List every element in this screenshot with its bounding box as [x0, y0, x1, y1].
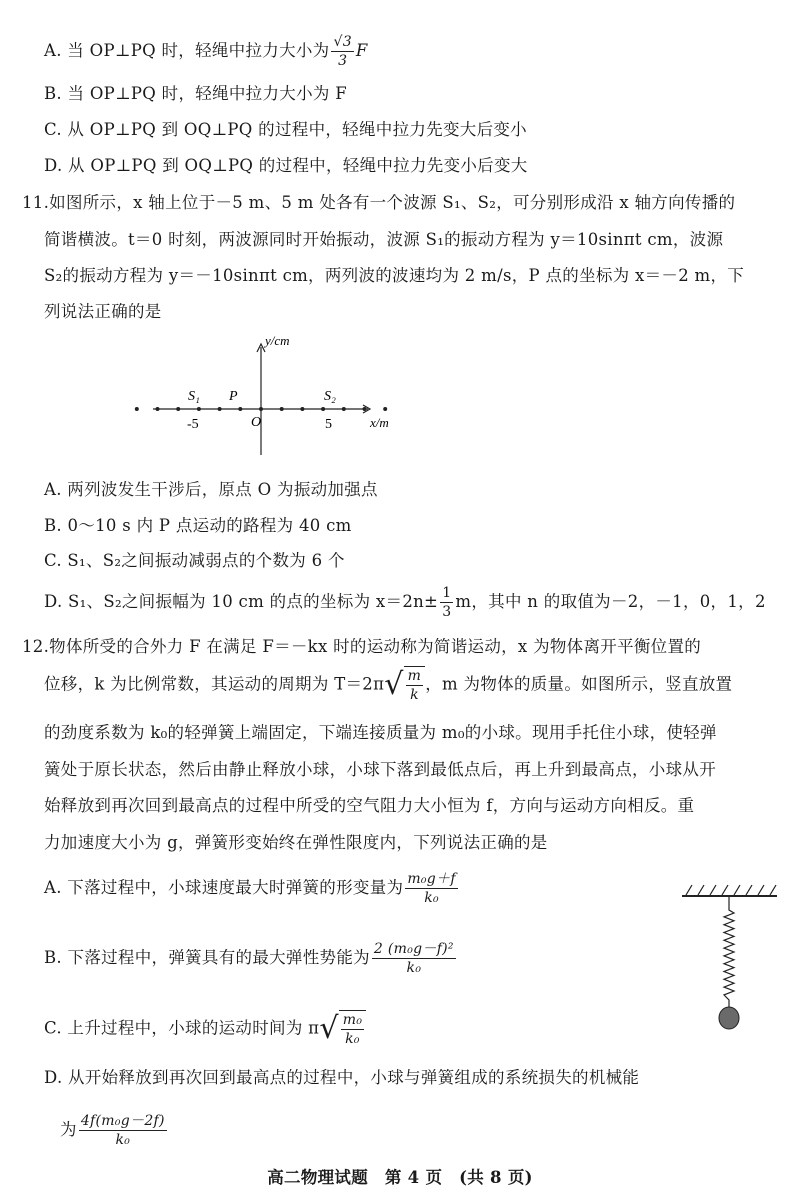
- page-footer: 高二物理试题 第 4 页 (共 8 页): [267, 1168, 533, 1187]
- option-text: D. S₁、S₂之间振幅为 10 cm 的点的坐标为 x＝2n±: [44, 592, 439, 611]
- q12-stem-line: 的劲度系数为 k₀的轻弹簧上端固定，下端连接质量为 m₀的小球。现用手托住小球，使轻弹: [44, 723, 717, 742]
- s1-label: S₁: [188, 389, 200, 404]
- axis-point: [156, 407, 160, 411]
- q12-stem-line: 12.物体所受的合外力 F 在满足 F＝－kx 时的运动称为简谐运动，x 为物体离开平衡位置的: [22, 637, 702, 656]
- option-text: A. 当 OP⊥PQ 时，轻绳中拉力大小为: [44, 41, 330, 60]
- denominator: 3: [442, 604, 452, 620]
- q11-stem-line: S₂的振动方程为 y＝－10sinπt cm，两列波的波速均为 2 m/s，P 点的坐标为 x＝－2 m，下: [44, 266, 745, 285]
- option-text: 为: [60, 1120, 77, 1139]
- axis-point: [259, 407, 263, 411]
- option-text: C. 上升过程中，小球的运动时间为 π: [44, 1018, 320, 1038]
- ceiling-hatch: [686, 885, 776, 895]
- axis-point: [300, 407, 304, 411]
- numerator: 4f(m₀g－2f): [80, 1113, 165, 1129]
- q10-option-a: [44, 33, 368, 70]
- option-text: A. 下落过程中，小球速度最大时弹簧的形变量为: [44, 878, 404, 897]
- wave-axis-figure: [0, 330, 800, 460]
- axis-point: [342, 407, 346, 411]
- q12-option-c: [44, 1010, 366, 1048]
- q11-option-b: B. 0～10 s 内 P 点运动的路程为 40 cm: [44, 516, 352, 535]
- fraction: [372, 940, 456, 977]
- numerator: m₀: [342, 1012, 363, 1028]
- tick-label-neg5: -5: [187, 417, 199, 432]
- q10-option-b: B. 当 OP⊥PQ 时，轻绳中拉力大小为 F: [44, 84, 347, 103]
- denominator: k₀: [424, 890, 439, 906]
- radical-sign-icon: √: [384, 667, 404, 702]
- denominator: k₀: [345, 1031, 360, 1047]
- fraction: [406, 667, 424, 704]
- axis-point: [218, 407, 222, 411]
- axis-point: [280, 407, 284, 411]
- spring-ball-figure: [672, 880, 782, 1050]
- q11-stem-line: 11.如图所示，x 轴上位于－5 m、5 m 处各有一个波源 S₁、S₂，可分别形成沿 x 轴方向传播的: [22, 193, 736, 212]
- tick-label-5: 5: [325, 417, 332, 432]
- denominator: k: [410, 687, 419, 703]
- fraction: [331, 33, 353, 70]
- fraction: [440, 584, 453, 621]
- q12-stem-line: 力加速度大小为 g，弹簧形变始终在弹性限度内，下列说法正确的是: [44, 833, 548, 852]
- axis-point: [135, 407, 139, 411]
- square-root: [319, 1010, 366, 1048]
- q11-stem-line: 简谐横波。t＝0 时刻，两波源同时开始振动，波源 S₁的振动方程为 y＝10sinπt cm，波源: [44, 230, 724, 249]
- radical-sign-icon: √: [319, 1011, 339, 1046]
- spring: [724, 896, 734, 1007]
- denominator: k₀: [115, 1132, 131, 1148]
- numerator: 1: [442, 585, 452, 601]
- option-text-tail: F: [355, 41, 368, 60]
- q11-option-d: [44, 584, 766, 621]
- q12-stem-line: 始释放到再次回到最高点的过程中所受的空气阻力大小恒为 f，方向与运动方向相反。重: [44, 796, 695, 815]
- q11-stem-line: 列说法正确的是: [44, 302, 162, 321]
- ball: [719, 1007, 739, 1029]
- fraction: [79, 1112, 167, 1149]
- q12-option-d: D. 从开始释放到再次回到最高点的过程中，小球与弹簧组成的系统损失的机械能: [44, 1068, 640, 1087]
- q12-option-b: [44, 940, 458, 977]
- option-text-tail: m，其中 n 的取值为－2，－1，0，1，2: [455, 592, 766, 611]
- option-text: B. 下落过程中，弹簧具有的最大弹性势能为: [44, 948, 370, 967]
- y-axis-label: y/cm: [265, 333, 290, 348]
- s2-label: S₂: [324, 389, 336, 404]
- p-label: P: [229, 389, 238, 404]
- q10-option-d: D. 从 OP⊥PQ 到 OQ⊥PQ 的过程中，轻绳中拉力先变小后变大: [44, 156, 528, 175]
- denominator: k₀: [406, 960, 422, 976]
- q12-option-a: [44, 870, 460, 907]
- q12-stem-line: [44, 666, 732, 704]
- axis-point: [321, 407, 325, 411]
- axis-point: [176, 407, 180, 411]
- numerator: m₀g＋f: [407, 871, 456, 887]
- stem-text-tail: ，m 为物体的质量。如图所示，竖直放置: [425, 674, 733, 694]
- q12-option-d-formula: [60, 1112, 169, 1149]
- fraction: [341, 1011, 365, 1048]
- axis-point: [363, 407, 367, 411]
- q12-stem-line: 簧处于原长状态，然后由静止释放小球，小球下落到最低点后，再上升到最高点，小球从开: [44, 760, 716, 779]
- numerator: 2 (m₀g－f)²: [373, 941, 454, 957]
- denominator: 3: [338, 53, 348, 69]
- numerator: m: [407, 668, 422, 684]
- fraction: [405, 870, 458, 907]
- numerator: √3: [333, 34, 352, 50]
- axis-point: [238, 407, 242, 411]
- axis-point: [383, 407, 387, 411]
- square-root: [384, 666, 425, 704]
- q11-option-c: C. S₁、S₂之间振动减弱点的个数为 6 个: [44, 551, 345, 570]
- x-axis-label: x/m: [370, 415, 389, 430]
- stem-text: 位移，k 为比例常数，其运动的周期为 T＝2π: [44, 674, 385, 694]
- origin-label: O: [251, 415, 262, 430]
- q11-option-a: A. 两列波发生干涉后，原点 O 为振动加强点: [44, 480, 378, 499]
- q10-option-c: C. 从 OP⊥PQ 到 OQ⊥PQ 的过程中，轻绳中拉力先变大后变小: [44, 120, 527, 139]
- axis-point: [197, 407, 201, 411]
